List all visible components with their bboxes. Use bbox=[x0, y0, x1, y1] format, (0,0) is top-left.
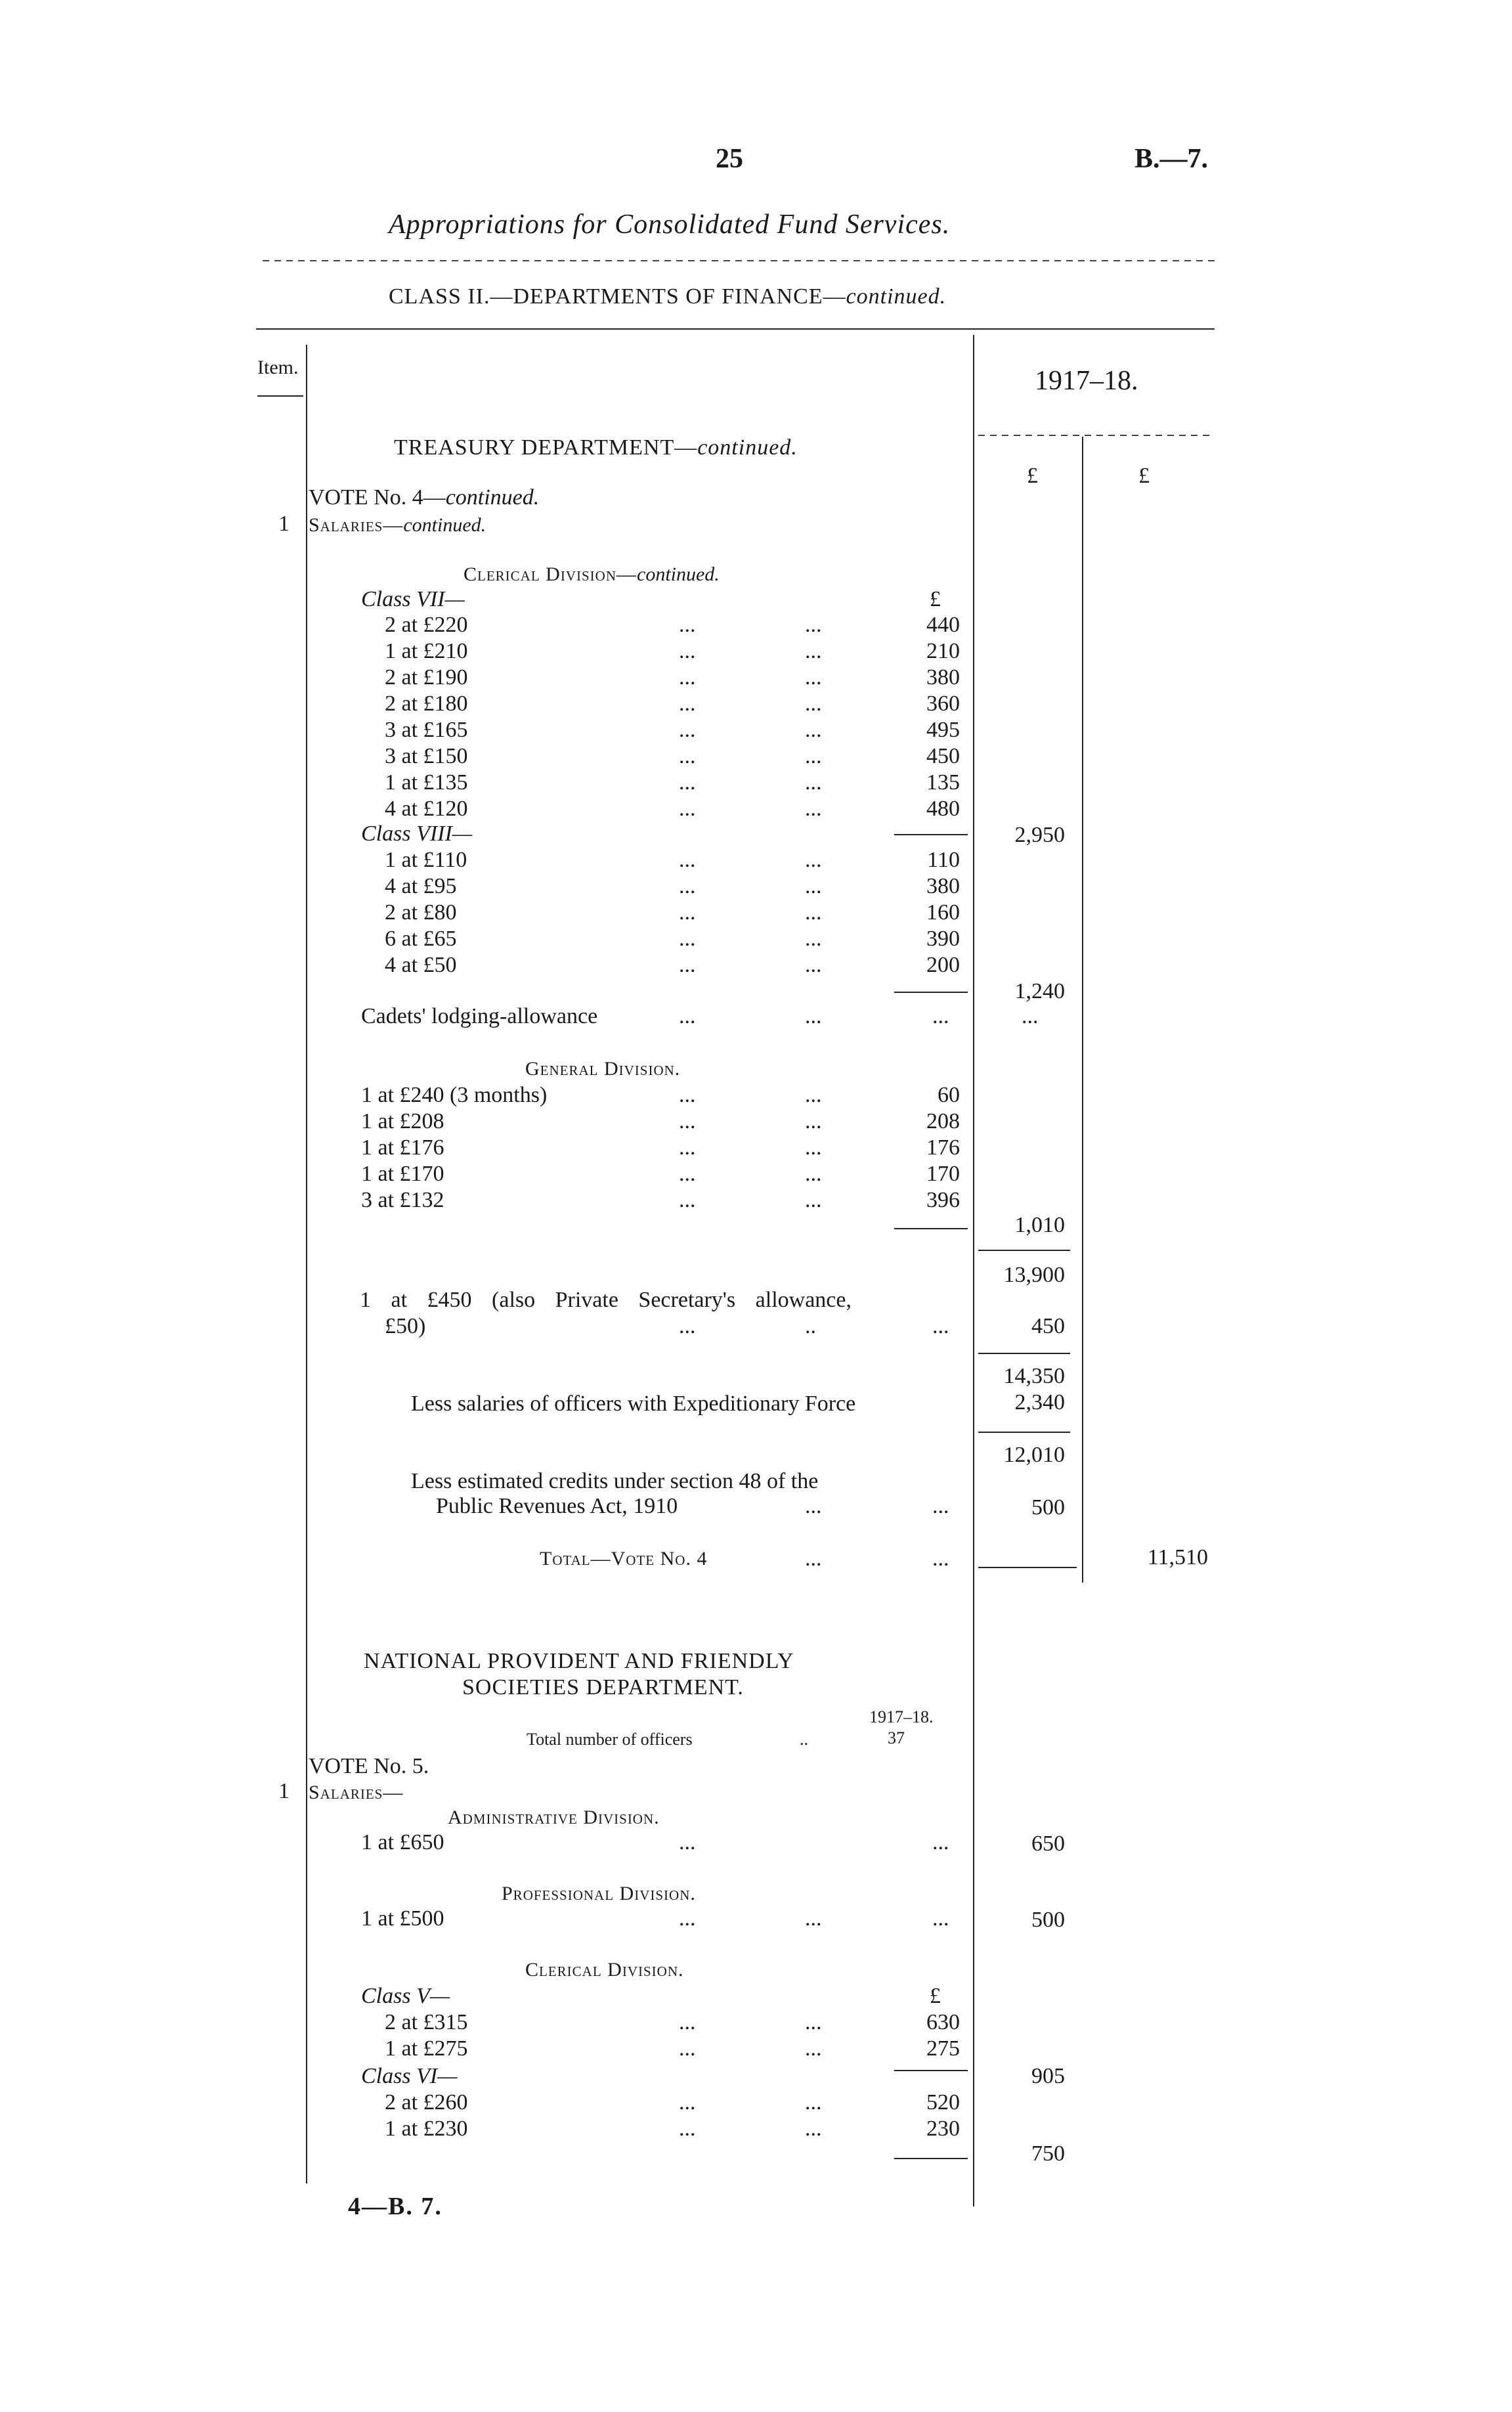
leader-dots: ... bbox=[805, 2010, 822, 2034]
row-label: 1 at £275 bbox=[385, 2036, 468, 2061]
row-amount: 230 bbox=[926, 2116, 960, 2141]
total-vote-4-value: 11,510 bbox=[1147, 1545, 1208, 1569]
leader-dots: ... bbox=[805, 1004, 822, 1028]
cadets-allowance-value: ... bbox=[1022, 1004, 1039, 1028]
leader-dots: ... bbox=[805, 1906, 822, 1931]
class-viii-label: Class VIII— bbox=[361, 822, 473, 846]
leader-dots: ... bbox=[932, 1546, 949, 1571]
row-label: 4 at £95 bbox=[385, 874, 457, 898]
leader-dots: ... bbox=[805, 797, 822, 821]
leader-dots: ... bbox=[805, 848, 822, 872]
row-amount: 380 bbox=[926, 874, 960, 898]
admin-row-value: 650 bbox=[1031, 1831, 1065, 1856]
leader-dots: ... bbox=[679, 1004, 696, 1028]
clerical-division-heading: Clerical Division. bbox=[525, 1959, 684, 1981]
private-secretary-value: 450 bbox=[1031, 1314, 1065, 1338]
row-label: 2 at £80 bbox=[385, 900, 457, 925]
item-column-divider bbox=[306, 345, 307, 2183]
leader-dots: ... bbox=[679, 1109, 696, 1133]
leader-dots: ... bbox=[805, 2116, 822, 2141]
leader-dots: ... bbox=[679, 848, 696, 872]
year-column-header: 1917–18. bbox=[1035, 366, 1138, 396]
officers-label: Total number of officers bbox=[527, 1730, 693, 1749]
title-rule bbox=[263, 260, 1215, 261]
admin-row-label: 1 at £650 bbox=[361, 1830, 444, 1854]
leader-dots: ... bbox=[805, 639, 822, 663]
less-expeditionary-label: Less salaries of officers with Expeditionary Force bbox=[411, 1392, 856, 1416]
leader-dots: ... bbox=[805, 1494, 822, 1518]
leader-dots: ... bbox=[805, 2036, 822, 2061]
document-ref: B.—7. bbox=[1134, 144, 1209, 174]
leader-dots: ... bbox=[805, 1546, 822, 1571]
less-credits-value: 500 bbox=[1031, 1495, 1065, 1520]
vote-4-heading: VOTE No. 4—continued. bbox=[309, 485, 540, 510]
row-amount: 170 bbox=[926, 1162, 960, 1186]
leader-dots: ... bbox=[805, 927, 822, 951]
row-label: 2 at £190 bbox=[385, 665, 468, 690]
row-amount: 380 bbox=[926, 665, 960, 690]
prof-row-label: 1 at £500 bbox=[361, 1906, 444, 1931]
leader-dots: ... bbox=[805, 874, 822, 898]
national-title-line-1: NATIONAL PROVIDENT AND FRIENDLY bbox=[364, 1649, 794, 1673]
class-v-total: 905 bbox=[1031, 2064, 1065, 2088]
leader-dots: ... bbox=[805, 900, 822, 925]
leader-dots: ... bbox=[805, 718, 822, 742]
row-amount: 60 bbox=[938, 1083, 960, 1107]
leader-dots: ... bbox=[932, 1314, 949, 1338]
leader-dots: ... bbox=[679, 1314, 696, 1338]
class-heading: CLASS II.—DEPARTMENTS OF FINANCE—continued. bbox=[389, 284, 947, 309]
leader-dots: ... bbox=[805, 1188, 822, 1212]
item-number: 1 bbox=[278, 1779, 290, 1803]
row-label: 3 at £150 bbox=[385, 744, 468, 768]
clerical-division-heading: Clerical Division—continued. bbox=[464, 563, 720, 585]
leader-dots: .. bbox=[805, 1314, 816, 1338]
row-label: 2 at £315 bbox=[385, 2010, 468, 2034]
pound-sign: £ bbox=[930, 1984, 941, 2008]
row-label: 1 at £210 bbox=[385, 639, 468, 663]
leader-dots: ... bbox=[679, 900, 696, 925]
row-amount: 176 bbox=[926, 1135, 960, 1160]
item-header-rule bbox=[257, 395, 303, 397]
row-amount: 110 bbox=[927, 848, 960, 872]
row-label: 1 at £135 bbox=[385, 770, 468, 795]
row-amount: 210 bbox=[926, 639, 960, 663]
officers-value: 37 bbox=[888, 1728, 905, 1747]
treasury-title: TREASURY DEPARTMENT—continued. bbox=[394, 435, 798, 460]
leader-dots: ... bbox=[805, 665, 822, 690]
row-label: 1 at £208 bbox=[361, 1109, 444, 1133]
subtotal-12010: 12,010 bbox=[1003, 1443, 1065, 1467]
less-credits-line-1: Less estimated credits under section 48 of the bbox=[411, 1469, 819, 1493]
description-column-divider bbox=[973, 335, 974, 2206]
row-label: 1 at £170 bbox=[361, 1162, 444, 1186]
leader-dots: ... bbox=[679, 1135, 696, 1160]
leader-dots: ... bbox=[679, 1906, 696, 1931]
subtotal-rule bbox=[978, 1432, 1070, 1433]
leader-dots: ... bbox=[679, 953, 696, 977]
row-amount: 275 bbox=[926, 2036, 960, 2061]
private-secretary-line-1: 1 at £450 (also Private Secretary's allowance, bbox=[360, 1288, 852, 1312]
page-signature: 4—B. 7. bbox=[348, 2193, 443, 2220]
row-label: 3 at £132 bbox=[361, 1188, 444, 1212]
leader-dots: .. bbox=[800, 1730, 808, 1749]
row-amount: 630 bbox=[926, 2010, 960, 2034]
row-amount: 360 bbox=[926, 691, 960, 716]
private-secretary-line-2: £50) bbox=[385, 1314, 426, 1338]
leader-dots: ... bbox=[805, 1162, 822, 1186]
leader-dots: ... bbox=[679, 797, 696, 821]
salaries-heading: Salaries— bbox=[309, 1782, 404, 1803]
leader-dots: ... bbox=[805, 691, 822, 716]
pound-column-2: £ bbox=[1138, 464, 1150, 488]
leader-dots: ... bbox=[932, 1004, 949, 1028]
pound-column-1: £ bbox=[1027, 464, 1038, 488]
class-v-label: Class V— bbox=[361, 1984, 450, 2008]
leader-dots: ... bbox=[679, 665, 696, 690]
leader-dots: ... bbox=[805, 1109, 822, 1133]
leader-dots: ... bbox=[679, 2036, 696, 2061]
page-number: 25 bbox=[716, 144, 743, 174]
row-label: 1 at £176 bbox=[361, 1135, 444, 1160]
row-amount: 160 bbox=[926, 900, 960, 925]
year-header-rule bbox=[978, 435, 1215, 436]
class-vii-label: Class VII— bbox=[361, 587, 465, 611]
row-label: 2 at £220 bbox=[385, 613, 468, 637]
subtotal-13900: 13,900 bbox=[1003, 1263, 1065, 1287]
row-label: 1 at £230 bbox=[385, 2116, 468, 2141]
row-amount: 520 bbox=[926, 2090, 960, 2115]
row-label: 2 at £260 bbox=[385, 2090, 468, 2115]
subtotal-rule bbox=[978, 1353, 1070, 1354]
leader-dots: ... bbox=[679, 1830, 696, 1854]
less-expeditionary-value: 2,340 bbox=[1014, 1390, 1065, 1414]
class-vii-total: 2,950 bbox=[1014, 823, 1065, 847]
row-amount: 480 bbox=[926, 797, 960, 821]
amount-column-divider bbox=[1082, 437, 1083, 1583]
cadets-allowance-label: Cadets' lodging-allowance bbox=[361, 1004, 598, 1028]
leader-dots: ... bbox=[679, 1162, 696, 1186]
general-division-total: 1,010 bbox=[1014, 1213, 1065, 1237]
professional-division-heading: Professional Division. bbox=[502, 1883, 696, 1904]
item-column-header: Item. bbox=[257, 357, 299, 378]
leader-dots: ... bbox=[805, 953, 822, 977]
leader-dots: ... bbox=[805, 1135, 822, 1160]
subtotal-rule bbox=[894, 2158, 968, 2159]
leader-dots: ... bbox=[932, 1830, 949, 1854]
leader-dots: ... bbox=[932, 1494, 949, 1518]
row-amount: 450 bbox=[926, 744, 960, 768]
row-amount: 396 bbox=[926, 1188, 960, 1212]
pound-sign: £ bbox=[930, 587, 941, 611]
leader-dots: ... bbox=[805, 613, 822, 637]
row-amount: 495 bbox=[926, 718, 960, 742]
row-label: 2 at £180 bbox=[385, 691, 468, 716]
subtotal-rule bbox=[894, 834, 968, 835]
row-label: 1 at £110 bbox=[385, 848, 467, 872]
subtotal-rule bbox=[894, 1228, 968, 1229]
leader-dots: ... bbox=[679, 874, 696, 898]
row-label: 3 at £165 bbox=[385, 718, 468, 742]
row-label: 1 at £240 (3 months) bbox=[361, 1083, 548, 1107]
leader-dots: ... bbox=[805, 744, 822, 768]
class-vi-total: 750 bbox=[1031, 2141, 1065, 2166]
page-title: Appropriations for Consolidated Fund Services. bbox=[389, 209, 951, 240]
general-division-heading: General Division. bbox=[525, 1058, 681, 1080]
row-amount: 440 bbox=[926, 613, 960, 637]
national-title-line-2: SOCIETIES DEPARTMENT. bbox=[462, 1675, 744, 1699]
leader-dots: ... bbox=[805, 2090, 822, 2115]
prof-row-value: 500 bbox=[1031, 1908, 1065, 1932]
leader-dots: ... bbox=[679, 2010, 696, 2034]
row-amount: 200 bbox=[926, 953, 960, 977]
table-top-rule bbox=[256, 328, 1215, 330]
leader-dots: ... bbox=[805, 1083, 822, 1107]
leader-dots: ... bbox=[679, 639, 696, 663]
leader-dots: ... bbox=[679, 770, 696, 795]
total-vote-4-label: Total—Vote No. 4 bbox=[540, 1548, 708, 1569]
subtotal-14350: 14,350 bbox=[1003, 1364, 1065, 1388]
item-number: 1 bbox=[278, 512, 290, 536]
total-rule bbox=[978, 1567, 1077, 1568]
row-label: 6 at £65 bbox=[385, 927, 457, 951]
leader-dots: ... bbox=[679, 718, 696, 742]
leader-dots: ... bbox=[679, 613, 696, 637]
row-amount: 390 bbox=[926, 927, 960, 951]
subtotal-rule bbox=[894, 992, 968, 993]
administrative-division-heading: Administrative Division. bbox=[448, 1807, 660, 1828]
leader-dots: ... bbox=[679, 691, 696, 716]
leader-dots: ... bbox=[679, 2090, 696, 2115]
leader-dots: ... bbox=[932, 1906, 949, 1931]
leader-dots: ... bbox=[679, 1188, 696, 1212]
vote-5-heading: VOTE No. 5. bbox=[309, 1754, 429, 1778]
row-amount: 208 bbox=[926, 1109, 960, 1133]
subtotal-rule bbox=[978, 1250, 1070, 1251]
leader-dots: ... bbox=[679, 927, 696, 951]
leader-dots: ... bbox=[679, 744, 696, 768]
less-credits-line-2: Public Revenues Act, 1910 bbox=[436, 1494, 678, 1518]
officers-year: 1917–18. bbox=[869, 1707, 934, 1726]
salaries-heading: Salaries—continued. bbox=[309, 514, 486, 536]
row-label: 4 at £50 bbox=[385, 953, 457, 977]
row-label: 4 at £120 bbox=[385, 797, 468, 821]
leader-dots: ... bbox=[679, 2116, 696, 2141]
leader-dots: ... bbox=[805, 770, 822, 795]
class-viii-total: 1,240 bbox=[1014, 979, 1065, 1003]
row-amount: 135 bbox=[926, 770, 960, 795]
subtotal-rule bbox=[894, 2070, 968, 2071]
leader-dots: ... bbox=[679, 1083, 696, 1107]
class-vi-label: Class VI— bbox=[361, 2064, 458, 2088]
